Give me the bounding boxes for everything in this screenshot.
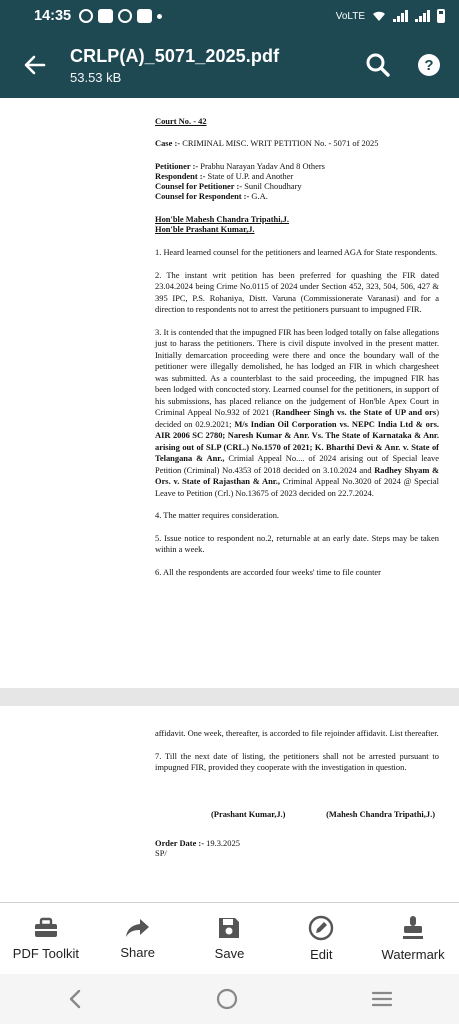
status-time: 14:35 [34, 8, 72, 24]
volte-label: VoLTE [335, 10, 365, 22]
app-bar [0, 32, 459, 98]
edit-button[interactable] [275, 903, 367, 974]
edit-icon [308, 915, 334, 941]
signature-left: (Prashant Kumar,J.) [211, 808, 286, 819]
share-label: Share [120, 945, 156, 960]
arrow-left-icon [24, 55, 46, 75]
paragraph-7: 7. Till the next date of listing, the petitioners shall not be arrested pursuant to impugned FIR, provided they cooperate with the investigation in question. [155, 750, 439, 772]
paragraph-1: 1. Heard learned counsel for the petitioners and learned AGA for State respondents. [155, 247, 438, 257]
pdf-page-2[interactable] [0, 706, 459, 902]
telegram-icon [118, 9, 132, 23]
paragraph-4: 4. The matter requires consideration. [155, 510, 280, 520]
order-date-block: Order Date :- 19.3.2025 SP/ [155, 838, 439, 858]
file-title: CRLP(A)_5071_2025.pdf [70, 45, 280, 66]
paragraph-5: 5. Issue notice to respondent no.2, returnable at an early date. Steps may be taken within a week. [155, 532, 439, 554]
paragraph-6-continued: affidavit. One week, thereafter, is accorded to file rejoinder affidavit. List thereafter. [155, 728, 439, 738]
save-icon [217, 916, 241, 940]
toolkit-icon [33, 916, 59, 940]
signal-icon [393, 10, 408, 22]
court-number: Court No. - 42 [155, 116, 207, 126]
pdf-page-1[interactable] [0, 98, 459, 688]
nav-home-icon[interactable] [216, 988, 238, 1010]
signal-icon [415, 10, 430, 22]
paragraph-6: 6. All the respondents are accorded four weeks' time to file counter [155, 566, 381, 577]
save-label: Save [214, 946, 245, 961]
watermark-button[interactable] [367, 903, 459, 974]
svg-text:?: ? [424, 57, 434, 74]
nav-recents-icon[interactable] [371, 990, 393, 1008]
signature-right: (Mahesh Chandra Tripathi,J.) [326, 808, 435, 819]
toolkit-label: PDF Toolkit [12, 946, 80, 961]
mail-icon [137, 9, 152, 23]
paragraph-3: 3. It is contended that the impugned FIR has been lodged totally on false allegations just to harass the petitioners. There is civil dispute involved in the present matter. Initially demarcation proceeding were there and once the boundary wall of the petitioner were illegally demolished, he has lodged an FIR in which chargesheet was submitted. As a counterblast to the said proceeding, the impugned FIR has been lodged with concocted story. Learned counsel for the petitioners, in support of his submissions, has placed reliance on the judgement of Hon'ble Apex Court in Criminal Appeal No.932 of 2021 (Randheer Singh vs. the State of UP and ors) decided on 02.9.2021; M/s Indian Oil Corporation vs. NEPC India Ltd & ors. AIR 2006 SC 2780; Naresh Kumar & Anr. Vs. The State of Karnataka & Anr. arising out of SLP (CRL.) No.1570 of 2021; K. Bharthi Devi & Anr. v. State of Telangana & Anr., Crimial Appeal No.... of 2024 arising out of Special leave Petition (Criminal) No.4353 of 2018 decided on 3.10.2024 and Radhey Shyam & Ors. v. State of Rajasthan & Anr., Criminal Appeal No.3020 of 2024 @ Special Leave to Petition (Crl.) No.13675 of 2023 decided on 22.7.2024. [155, 326, 439, 498]
back-button[interactable] [0, 55, 70, 75]
file-size: 53.53 kB [70, 69, 122, 85]
judge-name: Hon'ble Prashant Kumar,J. [155, 224, 255, 234]
notification-dot-icon [157, 14, 162, 19]
search-icon[interactable] [365, 52, 391, 78]
parties-block: Petitioner :- Prabhu Narayan Yadav And 8 Others Respondent :- State of U.P. and Another Counsel for Petitioner :- Sunil Choudhary Counsel for Respondent :- G.A. [155, 161, 325, 201]
whatsapp-icon [79, 9, 93, 23]
share-button[interactable] [92, 903, 184, 974]
bench-block [155, 214, 439, 234]
edit-label: Edit [310, 947, 333, 962]
save-button[interactable] [184, 903, 276, 974]
pdf-toolkit-button[interactable] [0, 903, 92, 974]
nav-back-icon[interactable] [67, 989, 83, 1009]
case-line: Case :- CRIMINAL MISC. WRIT PETITION No. - 5071 of 2025 [155, 137, 379, 148]
app-header [0, 0, 459, 98]
watermark-icon [401, 915, 425, 941]
status-bar [0, 0, 459, 32]
share-icon [125, 917, 151, 939]
system-nav-bar [0, 974, 459, 1024]
signature-line [155, 809, 439, 821]
wifi-icon [372, 10, 386, 22]
watermark-label: Watermark [381, 947, 445, 962]
help-icon[interactable] [417, 53, 441, 77]
initials: SP/ [155, 848, 167, 858]
battery-icon [437, 9, 445, 23]
mail-icon [98, 9, 113, 23]
paragraph-2: 2. The instant writ petition has been preferred for quashing the FIR dated 23.04.2024 being Crime No.0115 of 2024 under Section 452, 323, 504, 506, 427 & 395 IPC, P.S. Rohaniya, Distt. Varuna (Commissionerate Varanasi) and for a direction to respondents not to arrest the petitioners pursuant to impugned FIR. [155, 269, 439, 314]
judge-name: Hon'ble Mahesh Chandra Tripathi,J. [155, 214, 290, 224]
bottom-toolbar [0, 902, 459, 974]
